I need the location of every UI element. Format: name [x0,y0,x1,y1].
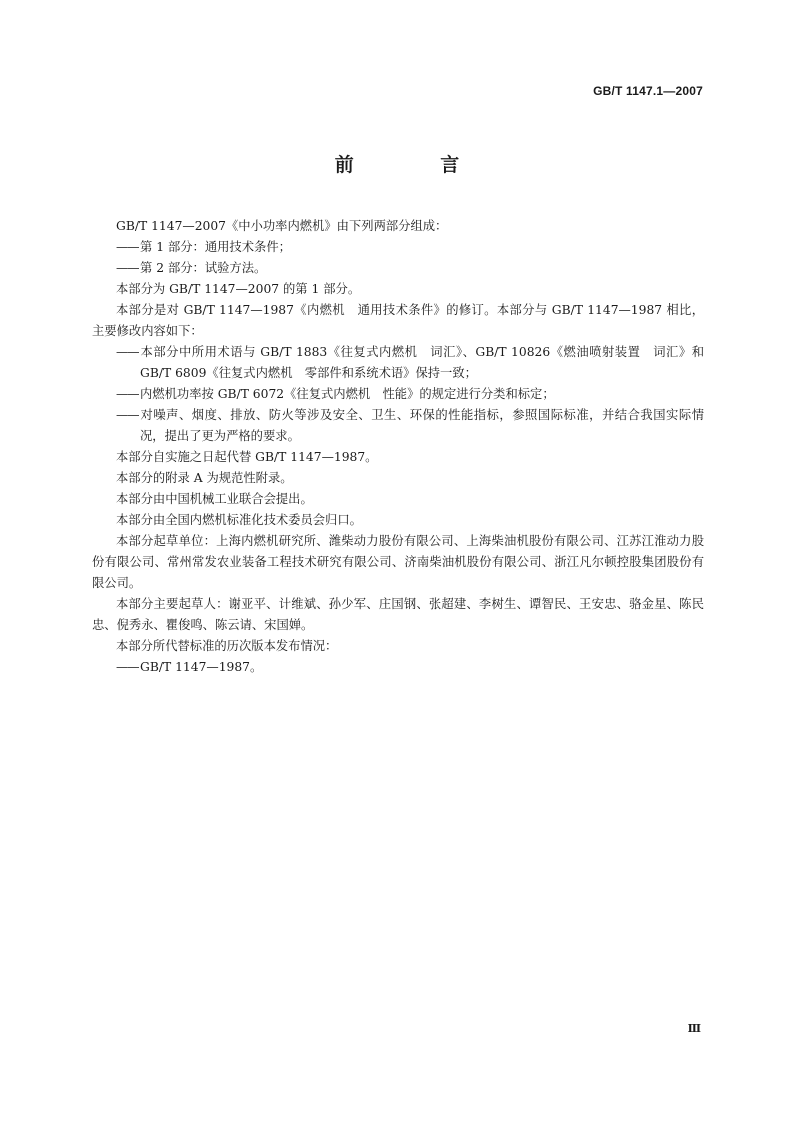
dash-mark: —— [116,408,139,422]
list-item-text: GB/T 1147—1987。 [140,660,263,674]
paragraph-history: 本部分所代替标准的历次版本发布情况： [116,639,338,653]
list-item-text: 本部分中所用术语与 GB/T 1883《往复式内燃机 词汇》、GB/T 10826《燃油喷射装置 词汇》和 GB/T 6809《往复式内燃机 零部件和系统术语》保持一致； [140,345,704,380]
list-item [92,405,704,447]
dash-mark: —— [116,240,139,254]
list-item [92,258,704,279]
list-item-text: 内燃机功率按 GB/T 6072《往复式内燃机 性能》的规定进行分类和标定； [140,387,555,401]
list-item [92,342,704,384]
page-title: 前 言 [334,154,500,176]
list-item-text: 对噪声、烟度、排放、防火等涉及安全、卫生、环保的性能指标，参照国际标准，并结合我国实际情况，提出了更为严格的要求。 [140,408,704,443]
foreword-body [92,216,704,678]
paragraph-centralized-by: 本部分由全国内燃机标准化技术委员会归口。 [116,513,362,527]
paragraph-composition: GB/T 1147—2007《中小功率内燃机》由下列两部分组成： [116,219,448,233]
paragraph-annex: 本部分的附录 A 为规范性附录。 [116,471,293,485]
standard-number: GB/T 1147.1—2007 [593,84,703,98]
paragraph-drafters: 本部分主要起草人：谢亚平、计维斌、孙少军、庄国钢、张超建、李树生、谭智民、王安忠、骆金星、陈民忠、倪秀永、瞿俊鸣、陈云请、宋国婵。 [92,597,704,632]
list-item [92,384,704,405]
list-item-text: 第 1 部分：通用技术条件； [140,240,291,254]
dash-mark: —— [116,345,139,359]
dash-mark: —— [116,660,139,674]
dash-mark: —— [116,387,139,401]
paragraph-proposed-by: 本部分由中国机械工业联合会提出。 [116,492,313,506]
paragraph-part-statement: 本部分为 GB/T 1147—2007 的第 1 部分。 [116,282,361,296]
list-item [92,237,704,258]
list-item [92,657,704,678]
list-item-text: 第 2 部分：试验方法。 [140,261,267,275]
paragraph-drafting-units: 本部分起草单位：上海内燃机研究所、潍柴动力股份有限公司、上海柴油机股份有限公司、江苏江淮动力股份有限公司、常州常发农业装备工程技术研究有限公司、济南柴油机股份有限公司、浙江凡尔顿控股集团股份有限公司。 [92,534,704,590]
page-number: Ⅲ [687,1022,701,1035]
paragraph-revision: 本部分是对 GB/T 1147—1987《内燃机 通用技术条件》的修订。本部分与 GB/T 1147—1987 相比，主要修改内容如下： [92,303,704,338]
paragraph-replaces: 本部分自实施之日起代替 GB/T 1147—1987。 [116,450,378,464]
dash-mark: —— [116,261,139,275]
